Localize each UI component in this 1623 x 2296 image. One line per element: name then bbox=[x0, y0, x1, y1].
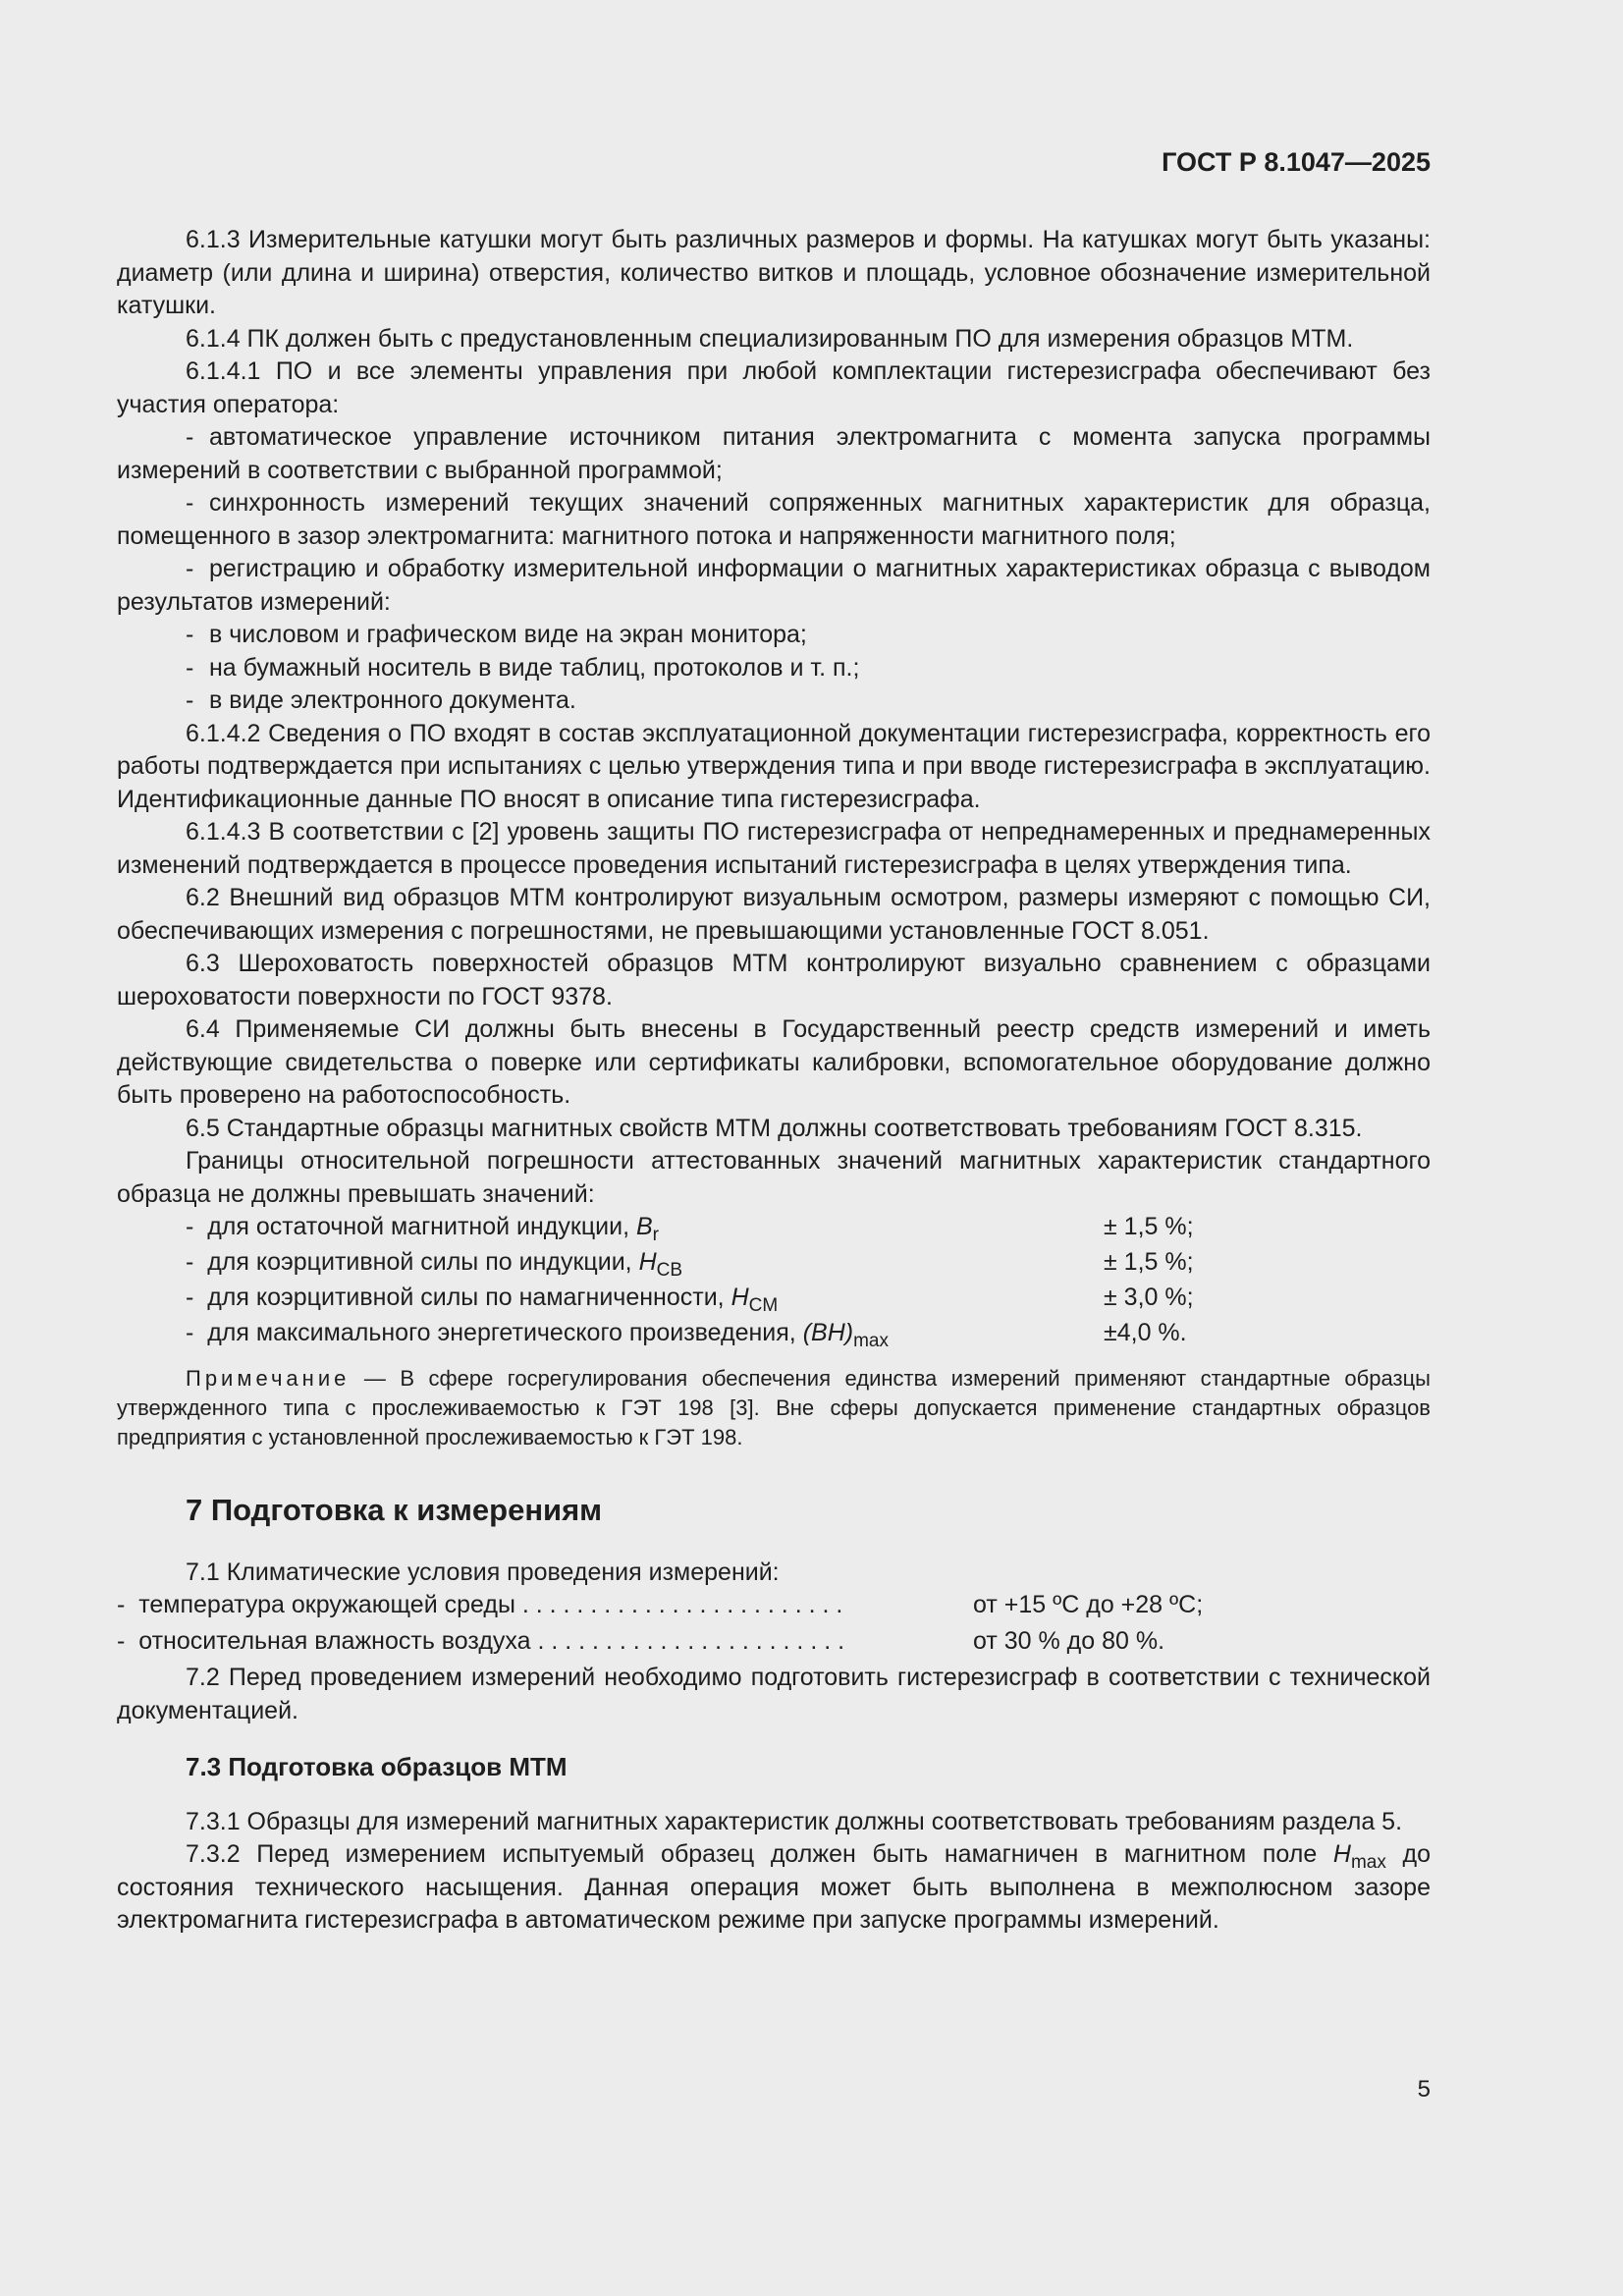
subsection-7-3-heading: 7.3 Подготовка образцов МТМ bbox=[186, 1752, 568, 1781]
list-item: - на бумажный носитель в виде таблиц, протоколов и т. п.; bbox=[186, 653, 860, 682]
tolerance-value: ± 3,0 %; bbox=[1104, 1284, 1194, 1311]
page-number: 5 bbox=[1417, 2076, 1431, 2103]
clause-6-1-4-2: 6.1.4.2 Сведения о ПО входят в состав эксплуатационной документации гистерезисграфа, корректность его работы подтверждается при испытаниях с целью утверждения типа и при вводе гистерезисграфа в эксплуатацию. Идентификационные данные ПО вносят в описание типа гистерезисграфа. bbox=[117, 719, 1431, 813]
tolerance-value: ±4,0 %. bbox=[1104, 1319, 1187, 1346]
page-content bbox=[117, 224, 1431, 1938]
clause-6-1-3: 6.1.3 Измерительные катушки могут быть различных размеров и формы. На катушках могут быть указаны: диаметр (или длина и ширина) отверстия, количество витков и площадь, условное обозначение измерительной катушки. bbox=[117, 226, 1431, 319]
tolerance-row: - для максимального энергетического произведения, $(BH)_{max}$ ±4,0 %. bbox=[186, 1319, 1187, 1351]
climate-row: - относительная влажность воздуха . . . . . . . . . . . . . . . . . . . . . . . от 30 % до 80 %. bbox=[117, 1625, 1431, 1662]
tolerance-value: ± 1,5 %; bbox=[1104, 1248, 1194, 1276]
clause-7-3-2: 7.3.2 Перед измерением испытуемый образец должен быть намагничен в магнитном поле $H_{max}$ до состояния технического насыщения. Данная операция может быть выполнена в межполюсном зазоре электромагнита гистерезисграфа в автоматическом режиме при запуске программы измерений. bbox=[117, 1840, 1431, 1934]
clause-6-1-4: 6.1.4 ПК должен быть с предустановленным специализированным ПО для измерения образцов МТМ. bbox=[186, 324, 1354, 353]
clause-7-1: 7.1 Климатические условия проведения измерений: bbox=[186, 1558, 780, 1586]
list-item: - автоматическое управление источником питания электромагнита с момента запуска программы измерений в соответствии с выбранной программой; bbox=[117, 423, 1431, 484]
clause-7-2: 7.2 Перед проведением измерений необходимо подготовить гистерезисграф в соответствии с технической документацией. bbox=[117, 1664, 1431, 1724]
climate-value: от 30 % до 80 %. bbox=[973, 1627, 1165, 1655]
tolerance-row: - для коэрцитивной силы по индукции, $H_{CB}$ ± 1,5 %; bbox=[186, 1248, 1194, 1281]
tolerance-row: - для коэрцитивной силы по намагниченности, $H_{CM}$ ± 3,0 %; bbox=[186, 1284, 1194, 1316]
note-label: Примечание bbox=[186, 1366, 351, 1391]
clause-6-1-4-3: 6.1.4.3 В соответствии с [2] уровень защиты ПО гистерезисграфа от непреднамеренных и преднамеренных изменений подтверждается в процессе проведения испытаний гистерезисграфа в целях утверждения типа. bbox=[117, 818, 1431, 879]
clause-6-2: 6.2 Внешний вид образцов МТМ контролируют визуальным осмотром, размеры измеряют с помощью СИ, обеспечивающих измерения с погрешностями, не превышающими установленные ГОСТ 8.051. bbox=[117, 884, 1431, 945]
section-7-heading: 7 Подготовка к измерениям bbox=[186, 1493, 603, 1527]
clause-6-5: 6.5 Стандартные образцы магнитных свойств МТМ должны соответствовать требованиям ГОСТ 8.315. bbox=[186, 1114, 1363, 1142]
list-item: - синхронность измерений текущих значений сопряженных магнитных характеристик для образца, помещенного в зазор электромагнита: магнитного потока и напряженности магнитного поля; bbox=[117, 489, 1431, 550]
document-id: ГОСТ Р 8.1047—2025 bbox=[1162, 147, 1431, 177]
clause-6-4: 6.4 Применяемые СИ должны быть внесены в Государственный реестр средств измерений и иметь действующие свидетельства о поверке или сертификаты калибровки, вспомогательное оборудование должно быть проверено на работоспособность. bbox=[117, 1015, 1431, 1109]
tolerance-value: ± 1,5 %; bbox=[1104, 1213, 1194, 1240]
note: Примечание — В сфере госрегулирования обеспечения единства измерений применяют стандартные образцы утвержденного типа с прослеживаемостью к ГЭТ 198 [3]. Вне сферы допускается применение стандартных образцов предприятия с установленной прослеживаемостью к ГЭТ 198. bbox=[117, 1366, 1431, 1449]
climate-value: от +15 ºС до +28 ºС; bbox=[973, 1591, 1204, 1618]
clause-6-5-limits: Границы относительной погрешности аттестованных значений магнитных характеристик стандартного образца не должны превышать значений: bbox=[117, 1147, 1431, 1208]
clause-7-3-1: 7.3.1 Образцы для измерений магнитных характеристик должны соответствовать требованиям раздела 5. bbox=[186, 1807, 1403, 1835]
list-item: - в виде электронного документа. bbox=[186, 686, 576, 714]
list-item: - в числовом и графическом виде на экран монитора; bbox=[186, 621, 807, 648]
list-item: - регистрацию и обработку измерительной информации о магнитных характеристиках образца с выводом результатов измерений: bbox=[117, 555, 1431, 616]
clause-6-1-4-1: 6.1.4.1 ПО и все элементы управления при любой комплектации гистерезисграфа обеспечивают без участия оператора: bbox=[117, 357, 1431, 418]
climate-row: - температура окружающей среды . . . . . . . . . . . . . . . . . . . . . . . . от +15 ºС до +28 ºС; bbox=[117, 1589, 1431, 1625]
tolerance-row: - для остаточной магнитной индукции, $B_r$ ± 1,5 %; bbox=[186, 1213, 1194, 1245]
clause-6-3: 6.3 Шероховатость поверхностей образцов МТМ контролируют визуально сравнением с образцами шероховатости поверхности по ГОСТ 9378. bbox=[117, 950, 1431, 1011]
